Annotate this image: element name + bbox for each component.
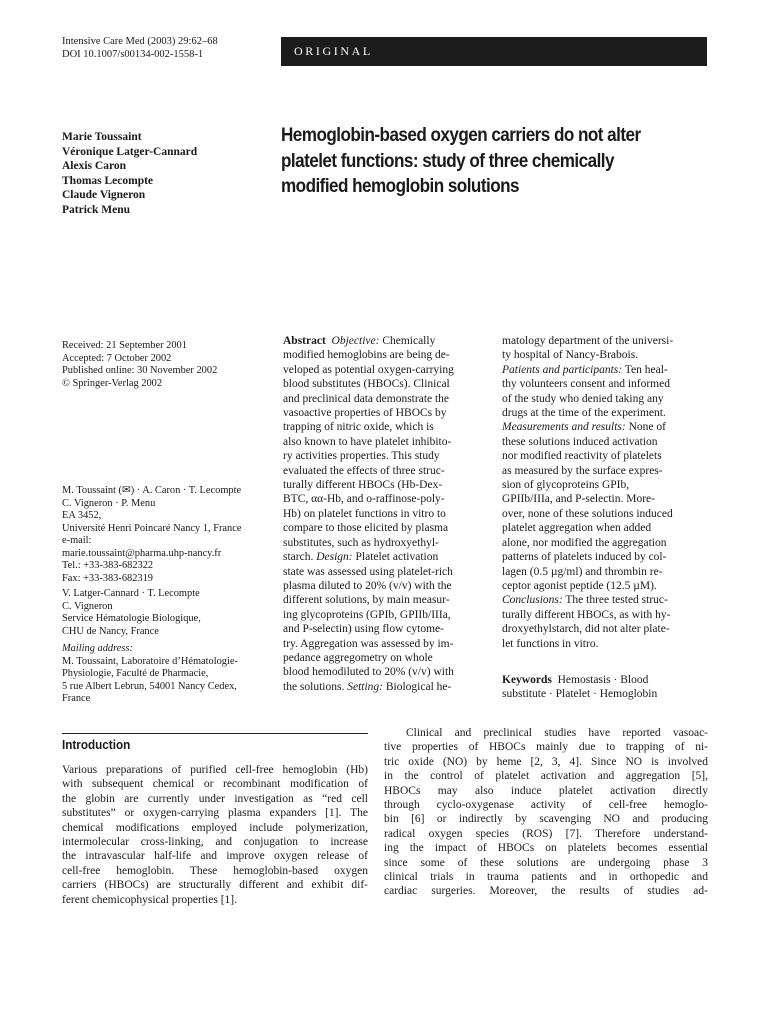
email-link[interactable]: marie.toussaint@pharma.uhp-nancy.fr	[62, 547, 222, 559]
body-line: the globin are currently under investigation as “red cell	[62, 792, 368, 805]
abstract-line: over, none of these solutions induced	[502, 507, 673, 520]
abstract-text: starch.	[283, 551, 314, 564]
copyright: © Springer-Verlag 2002	[62, 377, 163, 389]
body-line: through cyclo-oxygenase activity of cell-free hemoglo-	[384, 799, 708, 812]
body-line: since some of these solutions are undergoing phase 3	[384, 856, 708, 869]
author-name: Patrick Menu	[62, 203, 131, 216]
abstract-line	[502, 593, 712, 607]
body-line: substitutes” or oxygen-carrying plasma expanders [1]. The	[62, 807, 368, 820]
body-line: radical oxygen species (ROS) [7]. Therefore understand-	[384, 827, 708, 840]
accepted-date: Accepted: 7 October 2002	[62, 352, 172, 364]
abstract-line: trapping of nitric oxide, which is	[283, 421, 434, 434]
design-label: Design:	[316, 551, 353, 564]
abstract-line: ry activities properties. This study	[283, 450, 440, 463]
abstract-text: the solutions.	[283, 680, 345, 693]
body-line: HBOCs may also induce platelet activation directly	[384, 784, 708, 797]
body-line: ferent chemicophysical properties [1].	[62, 893, 237, 906]
mailing-line: M. Toussaint, Laboratoire d’Hématologie-	[62, 655, 238, 667]
affiliation-line: Tel.: +33-383-682322	[62, 560, 154, 571]
setting-label: Setting:	[347, 680, 383, 693]
keywords-line	[502, 673, 712, 687]
author-name: Thomas Lecompte	[62, 174, 154, 187]
abstract-line: ceptor agonist peptide (12.5 µM).	[502, 579, 657, 592]
affiliation-line: EA 3452,	[62, 510, 102, 521]
abstract-line: turally different HBOCs (Hb-Dex-	[283, 479, 443, 492]
objective-label: Objective:	[331, 335, 380, 347]
body-line: cell-free hemoglobin. These hemoglobin-based oxygen	[62, 864, 368, 877]
mailing-line: Physiologie, Faculté de Pharmacie,	[62, 668, 209, 679]
abstract-line: veloped as potential oxygen-carrying	[283, 363, 454, 376]
abstract-line: lagen (0.5 µg/ml) and thrombin re-	[502, 565, 663, 578]
section-banner: ORIGINAL	[281, 37, 707, 66]
abstract-line: and P-selectin) using flow cytome-	[283, 623, 444, 636]
abstract-line	[283, 680, 493, 694]
abstract-line: state was assessed using platelet-rich	[283, 565, 453, 578]
keywords-text: Hemostasis · Blood	[557, 674, 649, 686]
affiliation-line: C. Vigneron · P. Menu	[62, 497, 156, 509]
affiliation-primary	[62, 485, 274, 585]
body-line: Various preparations of purified cell-free hemoglobin (Hb)	[62, 764, 368, 776]
mailing-line: 5 rue Albert Lebrun, 54001 Nancy Cedex,	[62, 680, 237, 692]
abstract-line: modified hemoglobins are being de-	[283, 349, 450, 362]
author-list	[62, 130, 197, 218]
title-line: modified hemoglobin solutions	[281, 176, 519, 197]
introduction-right-column	[384, 726, 708, 899]
title-line: platelet functions: study of three chemically	[281, 150, 614, 172]
abstract-line: alone, nor modified the aggregation	[502, 536, 667, 549]
abstract-line: evaluated the effects of three struc-	[283, 464, 445, 477]
abstract-line: of the study who denied taking any	[502, 392, 664, 405]
keywords-label: Keywords	[502, 674, 552, 686]
paper-title	[281, 123, 704, 200]
abstract-line	[502, 363, 712, 377]
keywords	[502, 673, 712, 702]
body-line: chemical modifications employed include polymerization,	[62, 821, 368, 834]
abstract-line: sion of glycoproteins GPIb,	[502, 479, 630, 492]
abstract-line: thy volunteers consent and informed	[502, 378, 670, 391]
abstract-line: vasoactive properties of HBOCs by	[283, 407, 447, 420]
affiliation-line: Fax: +33-383-682319	[62, 572, 153, 584]
affiliation-line: CHU de Nancy, France	[62, 625, 159, 637]
patients-label: Patients and participants:	[502, 363, 623, 376]
mailing-label: Mailing address:	[62, 643, 133, 654]
section-rule	[62, 733, 368, 734]
abstract-text: Platelet activation	[355, 551, 439, 564]
abstract-text: None of	[628, 421, 666, 434]
affiliation-secondary	[62, 588, 274, 638]
body-line: intermolecular cross-linking, and conjugation to increase	[62, 836, 368, 849]
abstract-text: Biological he-	[385, 680, 452, 693]
affiliation-line: Université Henri Poincaré Nancy 1, France	[62, 522, 242, 534]
abstract-line: pedance aggregometry on whole	[283, 651, 433, 664]
author-name: Marie Toussaint	[62, 131, 142, 143]
body-line: Clinical and preclinical studies have reported vasoac-	[406, 727, 708, 739]
body-line: tric oxide (NO) by heme [2, 3, 4]. Since NO is involved	[384, 755, 708, 768]
abstract-line	[502, 420, 712, 434]
affiliation-line: V. Latger-Cannard · T. Lecompte	[62, 588, 200, 599]
abstract-column-1	[283, 334, 493, 694]
abstract-line: and preclinical data demonstrate the	[283, 392, 450, 405]
abstract-line: GPIIb/IIIa, and P-selectin. More-	[502, 493, 655, 506]
abstract-label: Abstract	[283, 335, 326, 347]
abstract-line: also known to have platelet inhibito-	[283, 435, 452, 448]
affiliation-line: e-mail:	[62, 535, 92, 546]
body-line: ing the impact of HBOCs on platelets becomes essential	[384, 842, 708, 855]
abstract-line: blood substitutes (HBOCs). Clinical	[283, 378, 450, 391]
body-line: carriers (HBOCs) are structurally different and exhibit dif-	[62, 879, 368, 892]
abstract-line: as measured by the surface expres-	[502, 464, 663, 477]
abstract-line: ing glycoproteins (GPIb, GPIIb/IIIa,	[283, 608, 451, 621]
abstract-text: Chemically	[382, 335, 436, 347]
abstract-text: The three tested struc-	[565, 594, 668, 607]
abstract-line: drugs at the time of the experiment.	[502, 407, 666, 420]
abstract-line: different solutions, by main measur-	[283, 594, 450, 607]
journal-citation: Intensive Care Med (2003) 29:62–68	[62, 36, 218, 47]
affiliation-line: Service Hématologie Biologique,	[62, 613, 201, 624]
introduction-left-column	[62, 763, 368, 907]
published-date: Published online: 30 November 2002	[62, 365, 218, 376]
abstract-line: ty hospital of Nancy-Brabois.	[502, 349, 639, 362]
author-name: Claude Vigneron	[62, 189, 146, 202]
abstract-line: BTC, αα-Hb, and o-raffinose-poly-	[283, 493, 445, 506]
abstract-line: compare to those elicited by plasma	[283, 522, 449, 535]
introduction-heading: Introduction	[62, 737, 131, 752]
body-line: bin [6] or indirectly by scavenging NO and producing	[384, 813, 708, 826]
journal-citation-block	[62, 36, 218, 61]
abstract-line: let functions in vitro.	[502, 637, 599, 650]
body-line: in the control of platelet activation and aggregation [5],	[384, 770, 708, 783]
abstract-line	[283, 334, 493, 348]
body-line: tive properties of HBOCs mainly due to trapping of ni-	[384, 741, 708, 754]
abstract-line: substitutes, such as hydroxyethyl-	[283, 536, 439, 549]
abstract-line: try. Aggregation was assessed by im-	[283, 637, 454, 650]
abstract-line: these solutions induced activation	[502, 435, 658, 448]
abstract-line	[283, 550, 493, 564]
author-name: Véronique Latger-Cannard	[62, 145, 198, 158]
received-date: Received: 21 September 2001	[62, 340, 187, 351]
author-name: Alexis Caron	[62, 160, 126, 173]
abstract-line: blood hemodiluted to 20% (v/v) with	[283, 666, 454, 679]
abstract-column-2	[502, 334, 712, 651]
abstract-line: droxyethylstarch, did not alter plate-	[502, 623, 670, 636]
abstract-line: turally different HBOCs, as with hy-	[502, 608, 671, 621]
abstract-line: matology department of the universi-	[502, 335, 674, 347]
body-line: cardiac surgeries. Moreover, the results of studies ad-	[384, 885, 708, 898]
affiliation-line: M. Toussaint (✉) · A. Caron · T. Lecompte	[62, 485, 242, 496]
abstract-line: platelet aggregation when added	[502, 522, 652, 535]
conclusions-label: Conclusions:	[502, 594, 563, 607]
mailing-line: France	[62, 693, 91, 704]
body-line: clinical trials in trauma patients and in orthopedic and	[384, 871, 708, 884]
body-line: with subsequent chemical or recombinant modification of	[62, 778, 368, 791]
publication-dates	[62, 340, 274, 390]
abstract-text: Ten heal-	[624, 363, 668, 376]
journal-doi: DOI 10.1007/s00134-002-1558-1	[62, 48, 204, 60]
mailing-address	[62, 643, 274, 706]
affiliation-line: C. Vigneron	[62, 600, 113, 612]
abstract-line: patterns of platelets induced by col-	[502, 551, 667, 564]
measurements-label: Measurements and results:	[502, 421, 626, 434]
body-line: the intravascular half-life and improve oxygen release of	[62, 850, 368, 863]
keywords-text: substitute · Platelet · Hemoglobin	[502, 688, 658, 701]
title-line: Hemoglobin-based oxygen carriers do not alter	[281, 125, 641, 146]
abstract-line: plasma diluted to 20% (v/v) with the	[283, 579, 452, 592]
abstract-line: nor modified reactivity of platelets	[502, 450, 662, 463]
abstract-line: Hb) on platelet functions in vitro to	[283, 507, 446, 520]
